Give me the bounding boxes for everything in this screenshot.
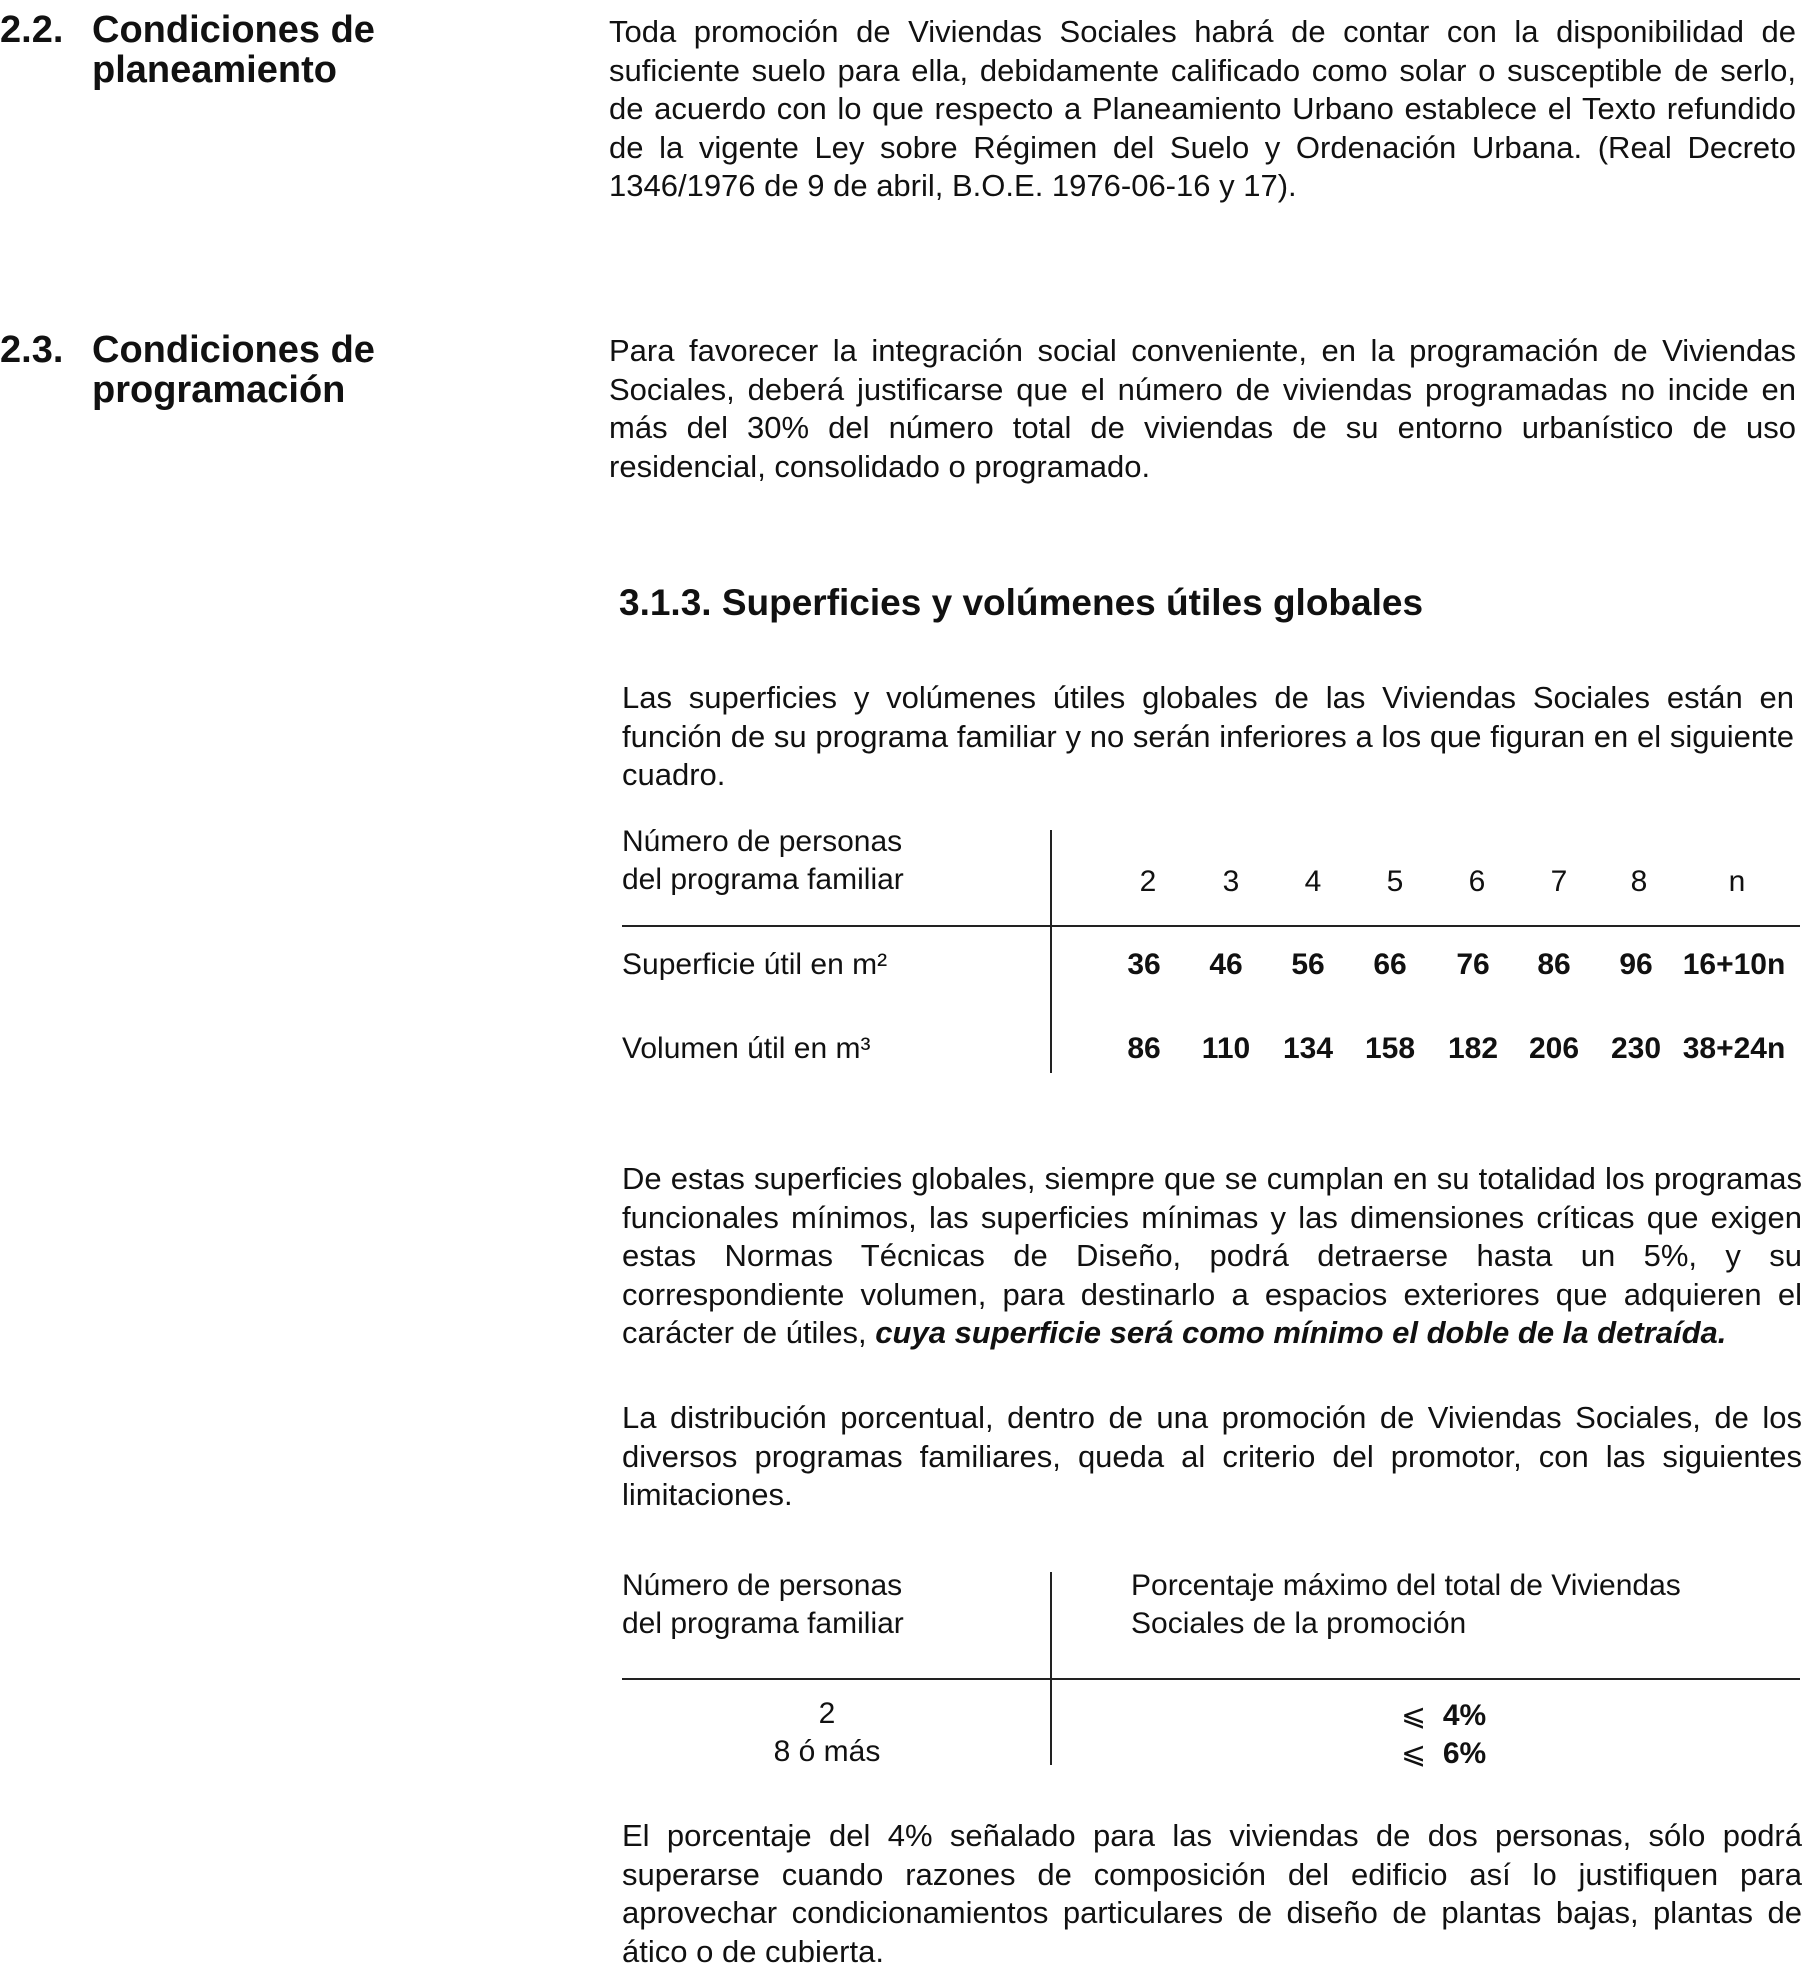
table1-row2-label: Volumen útil en m³ <box>622 1032 871 1065</box>
section-2-3-heading <box>0 330 560 410</box>
table2-percent-column <box>1401 1697 1601 1773</box>
section-title-line2: planeamiento <box>92 49 337 91</box>
table2-right-header-line1: Porcentaje máximo del total de Viviendas <box>1131 1569 1681 1602</box>
table1-cell: 134 <box>1282 1032 1334 1065</box>
table2-percent-row1 <box>1401 1697 1601 1735</box>
percent-value: 6% <box>1442 1737 1487 1770</box>
section-number: 2.2. <box>0 9 64 51</box>
table1-col-n: n <box>1728 865 1746 898</box>
percent-value: 4% <box>1442 1699 1487 1732</box>
table1-col-2: 2 <box>1139 865 1157 898</box>
table1-row1-label: Superficie útil en m² <box>622 948 888 981</box>
table1-cell: 206 <box>1528 1032 1580 1065</box>
table2-left-header <box>622 1567 1022 1643</box>
table1-cell: 110 <box>1201 1032 1251 1065</box>
final-paragraph: El porcentaje del 4% señalado para las viviendas de dos personas, sólo podrá superarse cuando razones de composición del edificio así lo justifiquen para aprovechar condicionamientos particulares de diseño de plantas bajas, plantas de ático o de cubierta. <box>622 1818 1802 1969</box>
table1-cell: 86 <box>1127 1032 1161 1065</box>
table1-header-label <box>622 823 1022 899</box>
subsection-intro-text: Las superficies y volúmenes útiles globales de las Viviendas Sociales están en función de su programa familiar y no serán inferiores a los que figuran en el siguiente cuadro. <box>622 680 1794 792</box>
table2-header-rule <box>622 1678 1800 1680</box>
section-title-line2: programación <box>92 369 346 411</box>
table1-col-8: 8 <box>1630 865 1648 898</box>
section-title-line1: Condiciones de <box>92 329 375 371</box>
table1-cell: 230 <box>1610 1032 1662 1065</box>
table2-right-header <box>1131 1567 1791 1643</box>
table1-cell: 96 <box>1619 948 1653 981</box>
table1-cell: 16+10n <box>1682 948 1786 981</box>
less-equal-symbol: ⩽ <box>1401 1737 1427 1770</box>
table2-left-header-line1: Número de personas <box>622 1569 903 1602</box>
table2-right-header-line2: Sociales de la promoción <box>1131 1607 1467 1640</box>
section-number: 2.3. <box>0 329 64 371</box>
table1-col-7: 7 <box>1550 865 1568 898</box>
table1-cell: 158 <box>1364 1032 1416 1065</box>
table1-header-line1: Número de personas <box>622 825 903 858</box>
table1-col-5: 5 <box>1386 865 1404 898</box>
table1-col-4: 4 <box>1304 865 1322 898</box>
table2-left-header-line2: del programa familiar <box>622 1607 904 1640</box>
table2-vertical-divider <box>1050 1572 1052 1765</box>
table2-percent-row2 <box>1401 1735 1601 1773</box>
detraction-text: De estas superficies globales, siempre que se cumplan en su totalidad los programas funcionales mínimos, las superficies mínimas y las dimensiones críticas que exigen estas Normas Técnicas de Diseño, podrá detraerse hasta un 5%, y su correspondiente volumen, para destinarlo a espacios exteriores que adquieren el carácter de útiles, <box>622 1161 1802 1350</box>
table1-header-line2: del programa familiar <box>622 863 904 896</box>
table1-cell: 66 <box>1373 948 1407 981</box>
distribution-paragraph: La distribución porcentual, dentro de una promoción de Viviendas Sociales, de los diversos programas familiares, queda al criterio del promotor, con las siguientes limitaciones. <box>622 1400 1802 1512</box>
detraction-emphasis: cuya superficie será como mínimo el doble de la detraída. <box>875 1315 1727 1350</box>
less-equal-symbol: ⩽ <box>1401 1699 1427 1732</box>
table1-cell: 56 <box>1291 948 1325 981</box>
section-2-2-heading <box>0 10 560 90</box>
table2-persons-column <box>622 1695 1032 1771</box>
table1-cell: 76 <box>1456 948 1490 981</box>
table2-persons-row1: 2 <box>818 1697 836 1730</box>
table1-cell: 46 <box>1209 948 1243 981</box>
section-2-2-text: Toda promoción de Viviendas Sociales habrá de contar con la disponibilidad de suficiente suelo para ella, debidamente calificado como solar o susceptible de serlo, de acuerdo con lo que respecto a Planeamiento Urbano establece el Texto refundido de la vigente Ley sobre Régimen del Suelo y Ordenación Urbana. (Real Decreto 1346/1976 de 9 de abril, B.O.E. 1976-06-16 y 17). <box>609 14 1796 203</box>
table1-col-6: 6 <box>1468 865 1486 898</box>
table1-col-3: 3 <box>1222 865 1240 898</box>
section-title-line1: Condiciones de <box>92 9 375 51</box>
table1-vertical-divider <box>1050 830 1052 1073</box>
detraction-paragraph <box>622 1160 1802 1353</box>
section-2-3-text: Para favorecer la integración social conveniente, en la programación de Viviendas Sociales, deberá justificarse que el número de viviendas programadas no incide en más del 30% del número total de viviendas de su entorno urbanístico de uso residencial, consolidado o programado. <box>609 333 1796 484</box>
subsection-3-1-3-title: 3.1.3. Superficies y volúmenes útiles globales <box>619 582 1424 623</box>
table1-cell: 182 <box>1447 1032 1499 1065</box>
table1-cell: 86 <box>1537 948 1571 981</box>
table1-cell: 38+24n <box>1682 1032 1786 1065</box>
table2-persons-row2: 8 ó más <box>773 1735 881 1768</box>
table1-header-rule <box>622 925 1800 927</box>
table1-cell: 36 <box>1127 948 1161 981</box>
